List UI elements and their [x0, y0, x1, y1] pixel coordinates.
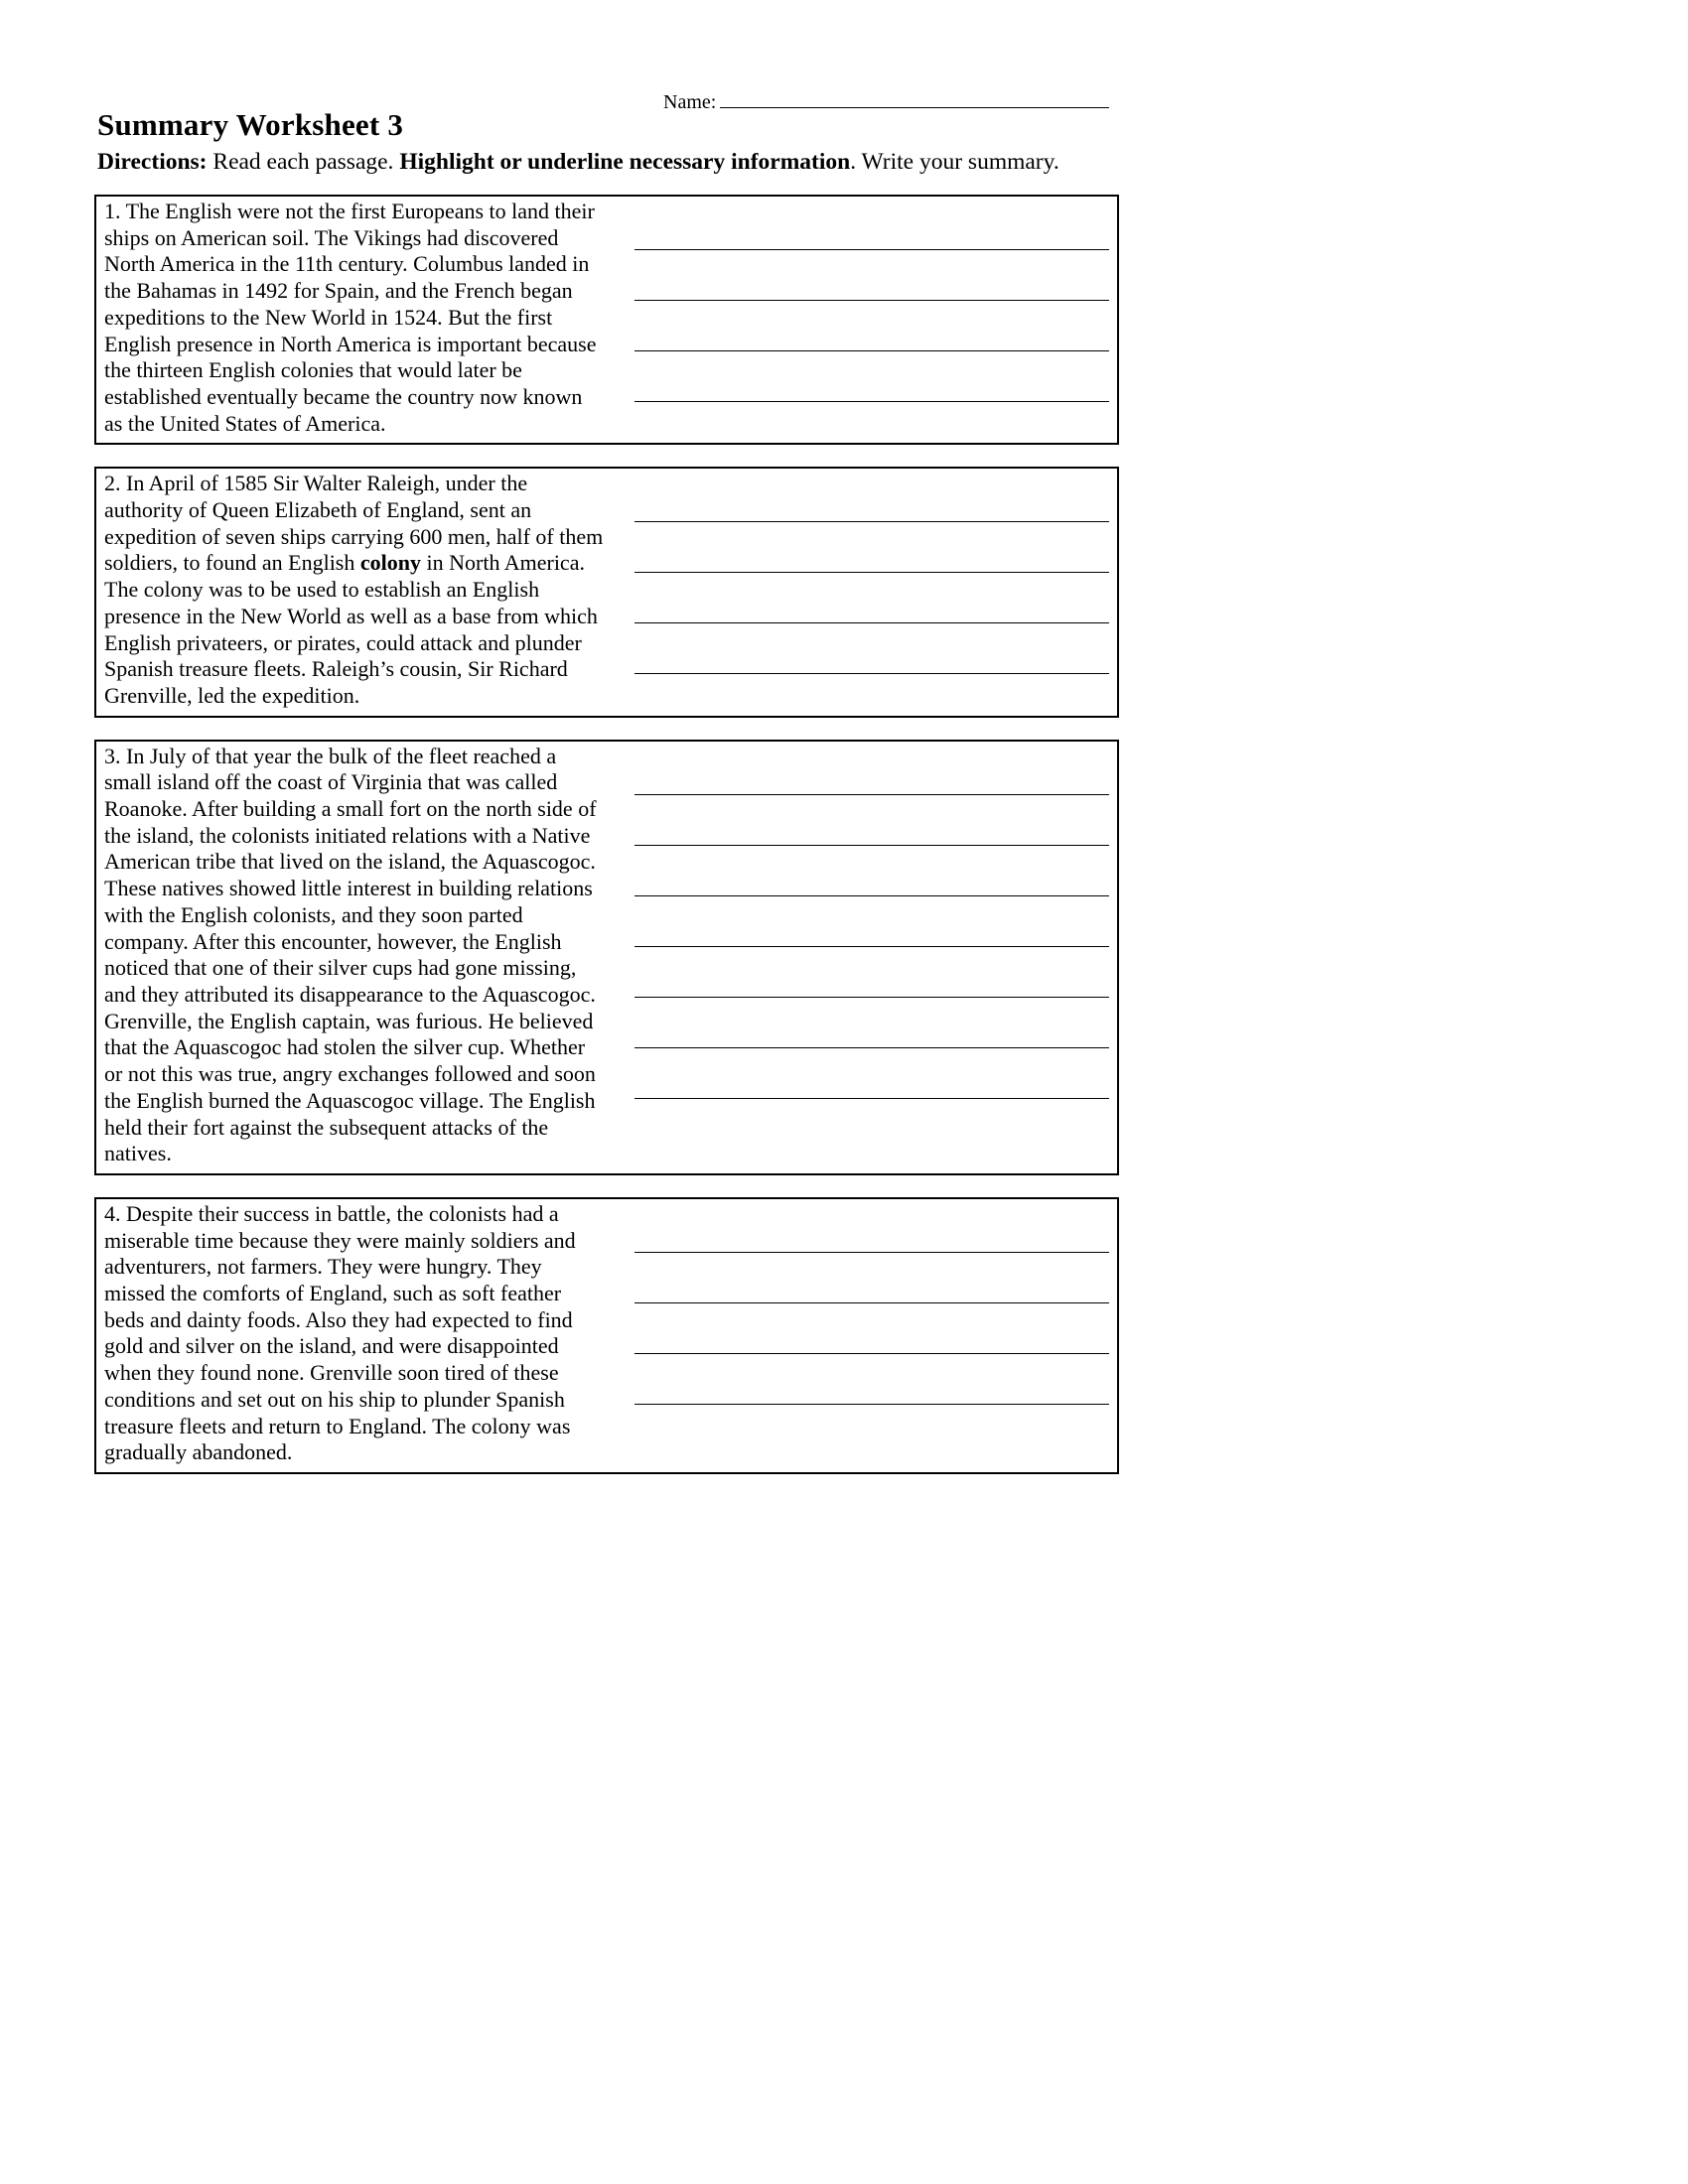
directions-label: Directions:: [97, 149, 208, 175]
summary-lines-3: [634, 744, 1109, 1099]
passage-text-2: [104, 471, 606, 709]
directions: [97, 149, 1059, 176]
passage-segment: in North America. The colony was to be used to establish an English presence in the New World as well as a base from which English privateers, or pirates, could attack and plunder Spanish treasure fleets. Raleigh’s cousin, Sir Richard Grenville, led the expedition.: [104, 550, 598, 708]
passage-box-3: [94, 740, 1119, 1175]
directions-bold-text: Highlight or underline necessary information: [399, 149, 851, 175]
summary-blank-line: [634, 1048, 1109, 1099]
summary-blank-line: [634, 1202, 1109, 1253]
directions-text-2: . Write your summary.: [850, 149, 1059, 175]
summary-lines-1: [634, 199, 1109, 402]
summary-blank-line: [634, 623, 1109, 674]
summary-blank-line: [634, 998, 1109, 1048]
name-label: Name:: [663, 91, 717, 113]
passages-container: [94, 195, 1119, 1496]
passage-text-1: [104, 199, 606, 437]
summary-blank-line: [634, 472, 1109, 522]
passage-box-2: [94, 467, 1119, 717]
passage-box-1: [94, 195, 1119, 445]
summary-blank-line: [634, 846, 1109, 896]
summary-blank-line: [634, 522, 1109, 573]
summary-blank-line: [634, 795, 1109, 846]
summary-blank-line: [634, 573, 1109, 623]
summary-blank-line: [634, 250, 1109, 301]
name-field-row: [663, 91, 1109, 114]
summary-blank-line: [634, 745, 1109, 795]
passage-segment: 2. In April of 1585 Sir Walter Raleigh, under the authority of Queen Elizabeth of England, sent an expedition of seven ships carrying 600 men, half of them soldiers, to found an English: [104, 471, 604, 576]
name-blank-line: [720, 92, 1109, 108]
passage-text-3: [104, 744, 606, 1167]
summary-blank-line: [634, 1354, 1109, 1405]
summary-blank-line: [634, 200, 1109, 250]
summary-lines-2: [634, 471, 1109, 674]
passage-segment: 1. The English were not the first Europeans to land their ships on American soil. The Vikings had discovered North America in the 11th century. Columbus landed in the Bahamas in 1492 for Spain, and the French began expeditions to the New World in 1524. But the first English presence in North America is important because the thirteen English colonies that would later be established eventually became the country now known as the United States of America.: [104, 199, 597, 436]
passage-segment: 3. In July of that year the bulk of the fleet reached a small island off the coast of Virginia that was called Roanoke. After building a small fort on the north side of the island, the colonists initiated relations with a Native American tribe that lived on the island, the Aquascogoc. These natives showed little interest in building relations with the English colonists, and they soon parted company. After this encounter, however, the English noticed that one of their silver cups had gone missing, and they attributed its disappearance to the Aquascogoc. Grenville, the English captain, was furious. He believed that the Aquascogoc had stolen the silver cup. Whether or not this was true, angry exchanges followed and soon the English burned the Aquascogoc village. The English held their fort against the subsequent attacks of the natives.: [104, 743, 597, 1166]
passage-box-4: [94, 1197, 1119, 1474]
summary-blank-line: [634, 301, 1109, 351]
page-title: Summary Worksheet 3: [97, 107, 404, 142]
passage-text-4: [104, 1201, 606, 1466]
summary-blank-line: [634, 1253, 1109, 1303]
passage-bold-term: colony: [359, 550, 421, 576]
directions-text-1: Read each passage.: [207, 149, 400, 175]
passage-segment: 4. Despite their success in battle, the colonists had a miserable time because they were mainly soldiers and adventurers, not farmers. They were hungry. They missed the comforts of England, such as soft feather beds and dainty foods. Also they had expected to find gold and silver on the island, and were disappointed when they found none. Grenville soon tired of these conditions and set out on his ship to plunder Spanish treasure fleets and return to England. The colony was gradually abandoned.: [104, 1200, 576, 1465]
summary-blank-line: [634, 1303, 1109, 1354]
summary-blank-line: [634, 947, 1109, 998]
summary-blank-line: [634, 351, 1109, 402]
summary-blank-line: [634, 896, 1109, 947]
summary-lines-4: [634, 1201, 1109, 1405]
